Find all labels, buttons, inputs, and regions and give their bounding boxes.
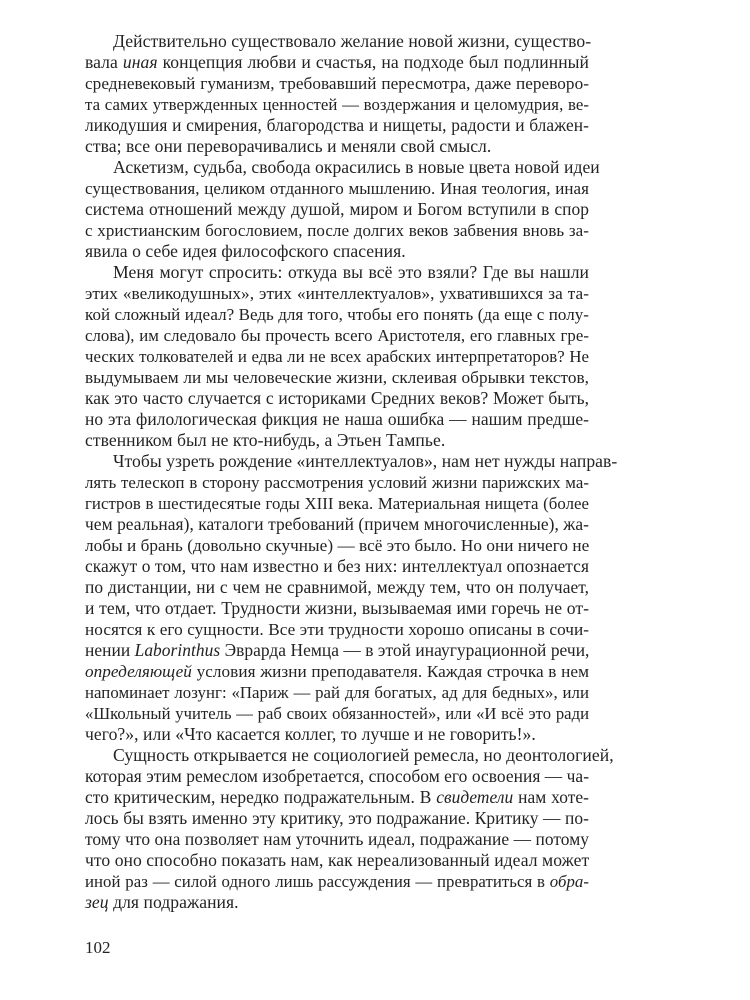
text-line: [85, 220, 589, 241]
paragraph: [85, 745, 614, 913]
text-line: [85, 52, 589, 73]
text-line: [85, 808, 589, 829]
text-run: иной раз — силой одного лишь рассуждения — превратиться в: [85, 872, 550, 891]
text-line: [85, 640, 589, 661]
italic-text: Laborinthus: [134, 640, 221, 660]
text-run: вала: [85, 52, 123, 72]
italic-text: свидетели: [436, 787, 514, 807]
text-run: кой сложный идеал? Ведь для того, чтобы его понять (да еще с полу-: [85, 305, 589, 324]
text-line: [85, 682, 589, 703]
text-run: носятся к его сущности. Все эти трудности хорошо описаны в сочи-: [85, 620, 589, 639]
text-run: Меня могут спросить: откуда вы всё это взяли? Где вы нашли: [113, 262, 589, 282]
text-line: [85, 409, 589, 430]
text-line: [85, 136, 589, 157]
text-run: которая этим ремеслом изобретается, способом его освоения — ча-: [85, 766, 590, 786]
text-line: [85, 325, 589, 346]
text-line: [85, 304, 589, 325]
text-run: ческих толкователей и едва ли не всех арабских интерпретаторов? Не: [85, 347, 589, 366]
text-line: [85, 598, 589, 619]
text-run: скажут о том, что нам известно и без них: интеллектуал опознается: [85, 556, 589, 576]
text-run: гистров в шестидесятые годы XIII века. Материальная нищета (более: [85, 494, 589, 513]
text-run: слова), им следовало бы прочесть всего Аристотеля, его главных гре-: [85, 326, 589, 345]
text-line: [85, 724, 589, 745]
paragraph: [85, 262, 589, 451]
text-run: по дистанции, ни с чем не сравнимой, между тем, что он получает,: [85, 577, 589, 597]
text-run: Действительно существовало желание новой жизни, существо-: [113, 31, 592, 51]
text-run: нении: [85, 640, 135, 660]
text-run: Аскетизм, судьба, свобода окрасились в новые цвета новой идеи: [113, 157, 600, 177]
text-run: но эта филологическая фикция не наша ошибка — нашим предше-: [85, 409, 589, 429]
page-number: 102: [85, 938, 111, 957]
text-run: Сущность открывается не социологией ремесла, но деонтологией,: [113, 745, 614, 765]
text-line: [85, 73, 589, 94]
paragraph: [85, 31, 592, 157]
text-line: [85, 472, 589, 493]
text-run: ства; все они переворачивались и меняли свой смысл.: [85, 136, 492, 156]
text-run: с христианским богословием, после долгих веков забвения вновь за-: [85, 221, 589, 240]
text-run: чего?», или «Что касается коллег, то лучше и не говорить!».: [85, 724, 536, 744]
text-line: [85, 787, 589, 808]
text-line: [85, 451, 618, 472]
text-run: нам хоте-: [513, 787, 589, 807]
text-run: и тем, что отдает. Трудности жизни, вызываемая ими горечь не от-: [85, 598, 589, 618]
text-run: Эврарда Немца — в этой инаугурационной речи,: [220, 640, 590, 660]
text-run: «Школьный учитель — раб своих обязанностей», или «И всё это ради: [85, 704, 589, 723]
text-run: лось бы взять именно эту критику, это подражание. Критику — по-: [85, 808, 589, 828]
text-run: лять телескоп в сторону рассмотрения условий жизни парижских ма-: [85, 473, 589, 492]
text-line: [85, 388, 589, 409]
text-line: [85, 115, 589, 136]
paragraph: [85, 157, 600, 262]
text-run: средневековый гуманизм, требовавший пересмотра, даже переворо-: [85, 74, 589, 93]
text-line: [85, 661, 589, 682]
text-run: система отношений между душой, миром и Богом вступили в спор: [85, 199, 589, 219]
text-run: как это часто случается с историками Средних веков? Может быть,: [85, 388, 589, 408]
text-run: чем реальная), каталоги требований (причем многочисленные), жа-: [85, 514, 589, 534]
paragraph: [85, 451, 618, 745]
text-line: [85, 367, 589, 388]
text-run: концепция любви и счастья, на подходе был подлинный: [157, 52, 590, 72]
text-run: сто критическим, нередко подражательным. В: [85, 787, 437, 807]
text-line: [85, 241, 589, 262]
text-run: существования, целиком отданного мышлению. Иная теология, иная: [85, 179, 589, 198]
text-line: [85, 745, 614, 766]
text-line: [85, 577, 589, 598]
text-run: тому что она позволяет нам уточнить идеал, подражание — потому: [85, 829, 589, 849]
text-run: для подражания.: [108, 892, 239, 912]
text-line: [85, 157, 600, 178]
italic-text: иная: [122, 52, 158, 72]
text-line: [85, 31, 592, 52]
text-run: та самих утвержденных ценностей — воздержания и целомудрия, ве-: [85, 95, 589, 114]
text-line: [85, 514, 589, 535]
text-line: [85, 850, 589, 871]
text-line: [85, 346, 589, 367]
text-line: [85, 829, 589, 850]
text-line: [85, 262, 589, 283]
text-run: этих «великодушных», этих «интеллектуалов», ухватившихся за та-: [85, 284, 589, 303]
italic-text: определяющей: [85, 662, 192, 681]
text-run: лобы и брань (довольно скучные) — всё это было. Но они ничего не: [85, 536, 590, 555]
text-run: выдумываем ли мы человеческие жизни, склеивая обрывки текстов,: [85, 368, 589, 387]
text-run: ственником был не кто-нибудь, а Этьен Тампье.: [85, 430, 446, 450]
text-line: [85, 430, 589, 451]
book-page-body: [85, 31, 618, 913]
text-run: явила о себе идея философского спасения.: [85, 241, 406, 261]
text-run: напоминает лозунг: «Париж — рай для богатых, ад для бедных», или: [85, 683, 589, 702]
text-line: [85, 94, 589, 115]
text-line: [85, 535, 589, 556]
text-line: [85, 871, 589, 892]
text-line: [85, 283, 589, 304]
text-run: условия жизни преподавателя. Каждая строчка в нем: [191, 662, 589, 681]
text-line: [85, 199, 589, 220]
text-run: что оно способно показать нам, как нереализованный идеал может: [85, 850, 590, 870]
text-line: [85, 178, 589, 199]
text-line: [85, 619, 589, 640]
text-run: Чтобы узреть рождение «интеллектуалов», нам нет нужды направ-: [113, 451, 618, 471]
italic-text: зец: [85, 892, 109, 912]
text-line: [85, 556, 589, 577]
text-line: [85, 703, 589, 724]
text-run: ликодушия и смирения, благородства и нищеты, радости и блажен-: [85, 115, 589, 135]
text-line: [85, 766, 589, 787]
text-line: [85, 493, 589, 514]
text-line: [85, 892, 589, 913]
italic-text: обра-: [549, 872, 589, 891]
